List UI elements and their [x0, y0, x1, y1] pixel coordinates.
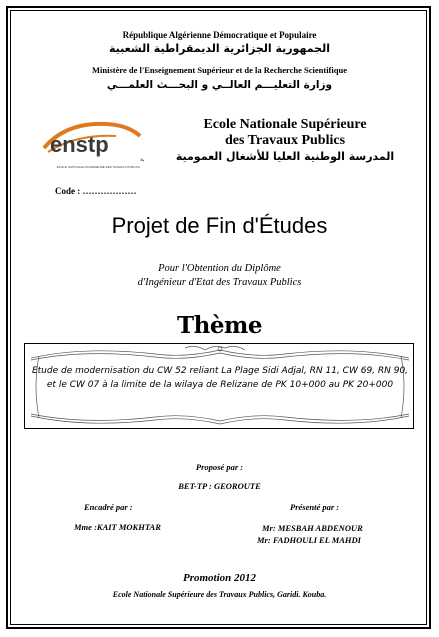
school-name-ar: المدرسة الوطنية العليا للأشغال العمومية [175, 150, 395, 163]
logo-wordmark: enstp [50, 132, 109, 157]
republic-ar: الجمهورية الجزائرية الديمقراطية الشعبية [109, 42, 330, 55]
encadre-label: Encadré par : [84, 502, 133, 512]
propose-label: Proposé par : [195, 462, 244, 472]
ingenieur-line: d'Ingénieur d'Etat des Travaux Publics [137, 277, 302, 288]
theme-box [24, 343, 414, 429]
presente-value-2: Mr: FADHOULI EL MAHDI [257, 535, 361, 545]
encadre-value: Mme :KAIT MOKHTAR [74, 522, 161, 532]
school-name-fr-line1: Ecole Nationale Supérieure [203, 117, 367, 132]
footer-line: Ecole Nationale Supérieure des Travaux Publics, Garidi. Kouba. [112, 590, 327, 599]
enstp-logo [36, 118, 144, 170]
promotion-line: Promotion 2012 [182, 572, 257, 584]
theme-description: Etude de modernisation du CW 52 reliant La Plage Sidi Adjal, RN 11, CW 69, RN 90, et le CW 07 à la limite de la wilaya de Relizane de PK 10+000 au PK 20+000 [31, 366, 409, 390]
republic-fr: République Algérienne Démocratique et Populaire [122, 30, 317, 40]
school-name-fr-line2: des Travaux Publics [224, 133, 346, 148]
logo-caption-fr: ECOLE NATIONALE SUPERIEURE DES TRAVAUX PUBLICS [56, 165, 140, 169]
page-title: Projet de Fin d'Études [111, 213, 328, 238]
presente-value-1: Mr: MESBAH ABDENOUR [262, 523, 363, 533]
ministry-fr: Ministère de l'Enseignement Supérieur et de la Recherche Scientifique [92, 65, 347, 75]
code-field: Code : ……………… [55, 186, 137, 196]
obtention-line: Pour l'Obtention du Diplôme [158, 263, 281, 274]
propose-value: BET-TP : GEOROUTE [178, 481, 261, 491]
logo-caption-ar: ة [140, 156, 144, 163]
school-name-fr [160, 117, 410, 149]
theme-heading: Thème [177, 312, 262, 339]
presente-label: Présenté par : [290, 502, 340, 512]
enstp-logo-icon [36, 118, 144, 170]
ministry-ar: وزارة التعليـــم العالــي و البحـــث العلمـــي [106, 79, 333, 91]
